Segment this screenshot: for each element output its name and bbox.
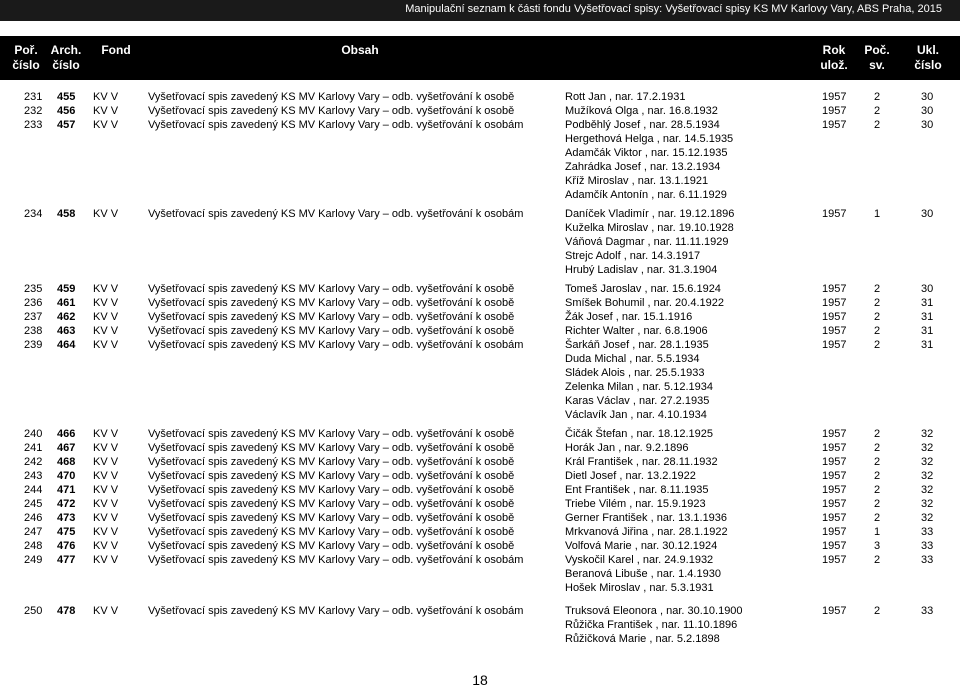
cell-fond: KV V: [93, 283, 119, 295]
person-name: Kuželka Miroslav , nar. 19.10.1928: [565, 222, 734, 234]
cell-names: [565, 91, 685, 105]
cell-por: 248: [24, 540, 43, 552]
cell-names: [565, 208, 734, 278]
cell-fond: KV V: [93, 498, 119, 510]
person-name: Růžička František , nar. 11.10.1896: [565, 619, 738, 631]
header-arch: Arch. číslo: [50, 43, 82, 72]
cell-ukl: 31: [921, 297, 934, 309]
table-header: [0, 36, 960, 80]
cell-fond: KV V: [93, 456, 119, 468]
person-name: Tomeš Jaroslav , nar. 15.6.1924: [565, 283, 721, 295]
cell-arch: 478: [57, 605, 76, 617]
cell-arch: 457: [57, 119, 76, 131]
cell-names: [565, 283, 721, 297]
cell-arch: 468: [57, 456, 76, 468]
header-por: Poř. číslo: [12, 43, 40, 72]
cell-rok: 1957: [822, 498, 847, 510]
cell-rok: 1957: [822, 208, 847, 220]
cell-por: 247: [24, 526, 43, 538]
cell-arch: 477: [57, 554, 76, 566]
cell-por: 232: [24, 105, 43, 117]
person-name: Král František , nar. 28.11.1932: [565, 456, 718, 468]
cell-por: 245: [24, 498, 43, 510]
cell-ukl: 32: [921, 442, 934, 454]
cell-por: 250: [24, 605, 43, 617]
cell-names: [565, 311, 692, 325]
cell-obsah: Vyšetřovací spis zavedený KS MV Karlovy Vary – odb. vyšetřování k osobě: [148, 428, 515, 440]
cell-names: [565, 484, 709, 498]
cell-obsah: Vyšetřovací spis zavedený KS MV Karlovy Vary – odb. vyšetřování k osobě: [148, 526, 515, 538]
person-name: Gerner František , nar. 13.1.1936: [565, 512, 728, 524]
cell-arch: 476: [57, 540, 76, 552]
cell-ukl: 31: [921, 339, 934, 351]
cell-arch: 455: [57, 91, 76, 103]
person-name: Kříž Miroslav , nar. 13.1.1921: [565, 175, 709, 187]
person-name: Richter Walter , nar. 6.8.1906: [565, 325, 708, 337]
cell-poc: 3: [874, 540, 881, 552]
cell-names: [565, 526, 728, 540]
header-ukl: Ukl. číslo: [914, 43, 942, 72]
cell-rok: 1957: [822, 456, 847, 468]
cell-arch: 459: [57, 283, 76, 295]
cell-poc: 2: [874, 311, 881, 323]
cell-rok: 1957: [822, 540, 847, 552]
cell-fond: KV V: [93, 512, 119, 524]
person-name: Zelenka Milan , nar. 5.12.1934: [565, 381, 713, 393]
cell-obsah: Vyšetřovací spis zavedený KS MV Karlovy Vary – odb. vyšetřování k osobě: [148, 442, 515, 454]
person-name: Sládek Alois , nar. 25.5.1933: [565, 367, 705, 379]
cell-ukl: 31: [921, 325, 934, 337]
cell-fond: KV V: [93, 297, 119, 309]
cell-fond: KV V: [93, 484, 119, 496]
cell-fond: KV V: [93, 428, 119, 440]
cell-ukl: 33: [921, 554, 934, 566]
person-name: Hergethová Helga , nar. 14.5.1935: [565, 133, 734, 145]
person-name: Daníček Vladimír , nar. 19.12.1896: [565, 208, 735, 220]
cell-poc: 2: [874, 119, 881, 131]
cell-arch: 463: [57, 325, 76, 337]
cell-rok: 1957: [822, 605, 847, 617]
cell-fond: KV V: [93, 605, 119, 617]
header-rok: Rok ulož.: [820, 43, 848, 72]
cell-fond: KV V: [93, 470, 119, 482]
person-name: Horák Jan , nar. 9.2.1896: [565, 442, 689, 454]
cell-rok: 1957: [822, 526, 847, 538]
cell-poc: 2: [874, 605, 881, 617]
cell-fond: KV V: [93, 208, 119, 220]
title-bar: [0, 0, 960, 21]
cell-arch: 475: [57, 526, 76, 538]
cell-fond: KV V: [93, 526, 119, 538]
cell-obsah: Vyšetřovací spis zavedený KS MV Karlovy Vary – odb. vyšetřování k osobě: [148, 311, 515, 323]
person-name: Adamčík Antonín , nar. 6.11.1929: [565, 189, 727, 201]
person-name: Karas Václav , nar. 27.2.1935: [565, 395, 710, 407]
cell-ukl: 32: [921, 498, 934, 510]
person-name: Mrkvanová Jiřina , nar. 28.1.1922: [565, 526, 728, 538]
cell-obsah: Vyšetřovací spis zavedený KS MV Karlovy Vary – odb. vyšetřování k osobě: [148, 540, 515, 552]
cell-rok: 1957: [822, 470, 847, 482]
cell-ukl: 33: [921, 540, 934, 552]
cell-arch: 461: [57, 297, 76, 309]
cell-poc: 2: [874, 554, 881, 566]
cell-fond: KV V: [93, 119, 119, 131]
cell-arch: 472: [57, 498, 76, 510]
cell-rok: 1957: [822, 91, 847, 103]
cell-obsah: Vyšetřovací spis zavedený KS MV Karlovy Vary – odb. vyšetřování k osobě: [148, 484, 515, 496]
cell-ukl: 33: [921, 526, 934, 538]
cell-ukl: 32: [921, 512, 934, 524]
cell-arch: 467: [57, 442, 76, 454]
cell-arch: 464: [57, 339, 76, 351]
cell-names: [565, 554, 721, 596]
cell-por: 233: [24, 119, 43, 131]
person-name: Smíšek Bohumil , nar. 20.4.1922: [565, 297, 724, 309]
cell-arch: 458: [57, 208, 76, 220]
cell-ukl: 31: [921, 311, 934, 323]
cell-poc: 2: [874, 105, 881, 117]
cell-por: 231: [24, 91, 43, 103]
cell-por: 238: [24, 325, 43, 337]
cell-fond: KV V: [93, 540, 119, 552]
cell-poc: 2: [874, 283, 881, 295]
person-name: Žák Josef , nar. 15.1.1916: [565, 311, 693, 323]
cell-names: [565, 428, 713, 442]
cell-fond: KV V: [93, 91, 119, 103]
cell-rok: 1957: [822, 297, 847, 309]
cell-obsah: Vyšetřovací spis zavedený KS MV Karlovy Vary – odb. vyšetřování k osobám: [148, 208, 524, 220]
person-name: Beranová Libuše , nar. 1.4.1930: [565, 568, 721, 580]
person-name: Váňová Dagmar , nar. 11.11.1929: [565, 236, 729, 248]
cell-fond: KV V: [93, 554, 119, 566]
cell-arch: 473: [57, 512, 76, 524]
cell-por: 241: [24, 442, 43, 454]
cell-names: [565, 470, 696, 484]
person-name: Adamčák Viktor , nar. 15.12.1935: [565, 147, 728, 159]
person-name: Hrubý Ladislav , nar. 31.3.1904: [565, 264, 718, 276]
document-title: Manipulační seznam k části fondu Vyšetřovací spisy: Vyšetřovací spisy KS MV Karlovy Vary, ABS Praha, 2015: [405, 3, 942, 15]
cell-ukl: 30: [921, 208, 934, 220]
cell-names: [565, 512, 727, 526]
cell-rok: 1957: [822, 283, 847, 295]
cell-poc: 2: [874, 325, 881, 337]
cell-poc: 2: [874, 297, 881, 309]
cell-por: 235: [24, 283, 43, 295]
cell-rok: 1957: [822, 325, 847, 337]
cell-arch: 471: [57, 484, 76, 496]
cell-ukl: 32: [921, 470, 934, 482]
cell-obsah: Vyšetřovací spis zavedený KS MV Karlovy Vary – odb. vyšetřování k osobám: [148, 339, 524, 351]
cell-obsah: Vyšetřovací spis zavedený KS MV Karlovy Vary – odb. vyšetřování k osobě: [148, 325, 515, 337]
cell-por: 240: [24, 428, 43, 440]
cell-ukl: 30: [921, 119, 934, 131]
header-fond: Fond: [101, 43, 131, 57]
cell-fond: KV V: [93, 105, 119, 117]
cell-names: [565, 605, 743, 647]
person-name: Dietl Josef , nar. 13.2.1922: [565, 470, 696, 482]
cell-obsah: Vyšetřovací spis zavedený KS MV Karlovy Vary – odb. vyšetřování k osobě: [148, 456, 515, 468]
cell-obsah: Vyšetřovací spis zavedený KS MV Karlovy Vary – odb. vyšetřování k osobě: [148, 297, 515, 309]
cell-rok: 1957: [822, 442, 847, 454]
cell-obsah: Vyšetřovací spis zavedený KS MV Karlovy Vary – odb. vyšetřování k osobě: [148, 91, 515, 103]
cell-names: [565, 325, 708, 339]
cell-fond: KV V: [93, 339, 119, 351]
person-name: Hošek Miroslav , nar. 5.3.1931: [565, 582, 714, 594]
cell-names: [565, 119, 733, 203]
cell-rok: 1957: [822, 339, 847, 351]
cell-poc: 1: [874, 208, 881, 220]
cell-poc: 2: [874, 484, 881, 496]
cell-arch: 470: [57, 470, 76, 482]
cell-poc: 2: [874, 498, 881, 510]
cell-names: [565, 456, 718, 470]
person-name: Podběhlý Josef , nar. 28.5.1934: [565, 119, 720, 131]
cell-rok: 1957: [822, 554, 847, 566]
cell-por: 242: [24, 456, 43, 468]
cell-poc: 2: [874, 456, 881, 468]
cell-rok: 1957: [822, 484, 847, 496]
page-number: 18: [472, 672, 488, 688]
cell-poc: 2: [874, 470, 881, 482]
cell-poc: 2: [874, 339, 881, 351]
cell-fond: KV V: [93, 311, 119, 323]
cell-ukl: 32: [921, 456, 934, 468]
person-name: Václavík Jan , nar. 4.10.1934: [565, 409, 707, 421]
person-name: Šarkáň Josef , nar. 28.1.1935: [565, 339, 709, 351]
cell-poc: 2: [874, 442, 881, 454]
cell-arch: 466: [57, 428, 76, 440]
cell-ukl: 30: [921, 105, 934, 117]
cell-rok: 1957: [822, 119, 847, 131]
cell-por: 239: [24, 339, 43, 351]
cell-arch: 462: [57, 311, 76, 323]
cell-obsah: Vyšetřovací spis zavedený KS MV Karlovy Vary – odb. vyšetřování k osobám: [148, 119, 524, 131]
cell-fond: KV V: [93, 325, 119, 337]
cell-names: [565, 540, 717, 554]
cell-names: [565, 105, 718, 119]
cell-poc: 1: [874, 526, 881, 538]
cell-rok: 1957: [822, 105, 847, 117]
person-name: Ent František , nar. 8.11.1935: [565, 484, 709, 496]
cell-poc: 2: [874, 512, 881, 524]
cell-ukl: 32: [921, 484, 934, 496]
person-name: Rott Jan , nar. 17.2.1931: [565, 91, 686, 103]
person-name: Vyskočil Karel , nar. 24.9.1932: [565, 554, 714, 566]
cell-obsah: Vyšetřovací spis zavedený KS MV Karlovy Vary – odb. vyšetřování k osobě: [148, 498, 515, 510]
cell-ukl: 33: [921, 605, 934, 617]
cell-obsah: Vyšetřovací spis zavedený KS MV Karlovy Vary – odb. vyšetřování k osobě: [148, 470, 515, 482]
cell-rok: 1957: [822, 428, 847, 440]
person-name: Duda Michal , nar. 5.5.1934: [565, 353, 700, 365]
person-name: Růžičková Marie , nar. 5.2.1898: [565, 633, 720, 645]
cell-arch: 456: [57, 105, 76, 117]
cell-por: 246: [24, 512, 43, 524]
cell-rok: 1957: [822, 311, 847, 323]
person-name: Čičák Štefan , nar. 18.12.1925: [565, 428, 713, 440]
cell-obsah: Vyšetřovací spis zavedený KS MV Karlovy Vary – odb. vyšetřování k osobám: [148, 605, 524, 617]
cell-por: 243: [24, 470, 43, 482]
person-name: Mužíková Olga , nar. 16.8.1932: [565, 105, 718, 117]
cell-por: 237: [24, 311, 43, 323]
cell-poc: 2: [874, 91, 881, 103]
person-name: Strejc Adolf , nar. 14.3.1917: [565, 250, 701, 262]
person-name: Truksová Eleonora , nar. 30.10.1900: [565, 605, 743, 617]
cell-ukl: 30: [921, 283, 934, 295]
person-name: Triebe Vilém , nar. 15.9.1923: [565, 498, 706, 510]
header-obsah: Obsah: [341, 43, 379, 57]
cell-obsah: Vyšetřovací spis zavedený KS MV Karlovy Vary – odb. vyšetřování k osobě: [148, 283, 515, 295]
person-name: Volfová Marie , nar. 30.12.1924: [565, 540, 718, 552]
cell-por: 236: [24, 297, 43, 309]
cell-rok: 1957: [822, 512, 847, 524]
cell-poc: 2: [874, 428, 881, 440]
cell-obsah: Vyšetřovací spis zavedený KS MV Karlovy Vary – odb. vyšetřování k osobám: [148, 554, 524, 566]
cell-ukl: 30: [921, 91, 934, 103]
cell-por: 244: [24, 484, 43, 496]
cell-ukl: 32: [921, 428, 934, 440]
person-name: Zahrádka Josef , nar. 13.2.1934: [565, 161, 721, 173]
cell-por: 234: [24, 208, 43, 220]
cell-names: [565, 442, 689, 456]
cell-names: [565, 498, 706, 512]
cell-names: [565, 297, 724, 311]
cell-fond: KV V: [93, 442, 119, 454]
cell-names: [565, 339, 713, 423]
cell-obsah: Vyšetřovací spis zavedený KS MV Karlovy Vary – odb. vyšetřování k osobě: [148, 105, 515, 117]
cell-por: 249: [24, 554, 43, 566]
cell-obsah: Vyšetřovací spis zavedený KS MV Karlovy Vary – odb. vyšetřování k osobě: [148, 512, 515, 524]
header-poc: Poč. sv.: [864, 43, 890, 72]
